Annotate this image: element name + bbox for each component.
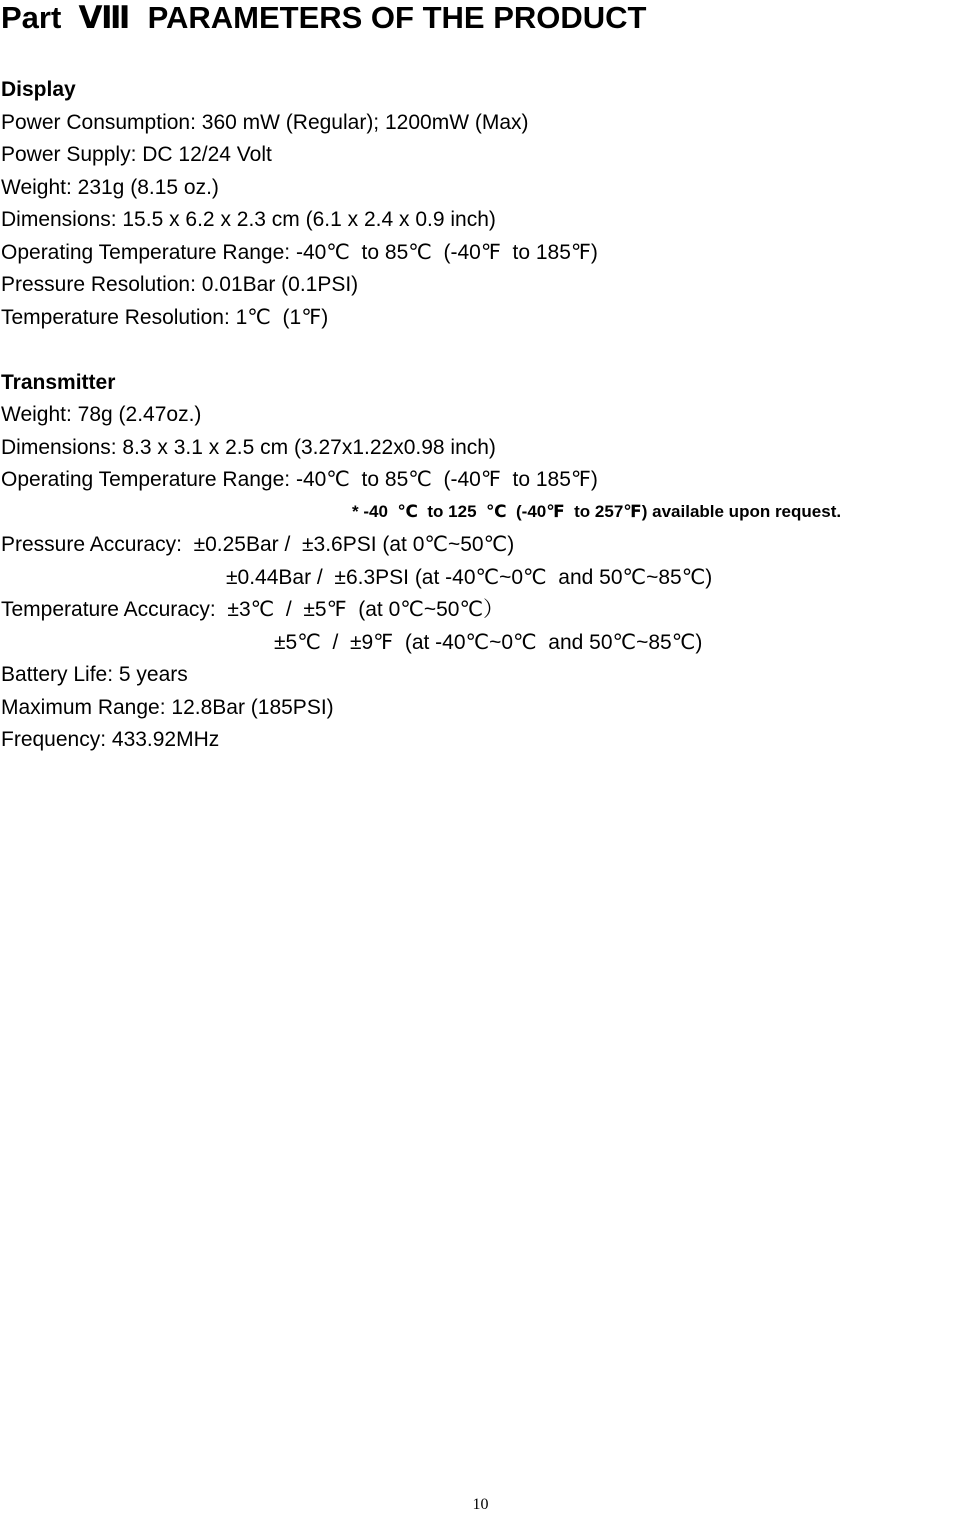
transmitter-operating-temperature: Operating Temperature Range: -40℃ to 85℃ (-40℉ to 185℉) xyxy=(1,468,598,491)
availability-note: * -40 ℃ to 125 ℃ (-40℉ to 257℉) available upon request. xyxy=(352,502,842,521)
page-title: Part Ⅷ PARAMETERS OF THE PRODUCT xyxy=(1,0,647,35)
page-number: 10 xyxy=(472,1496,489,1513)
display-power-consumption: Power Consumption: 360 mW (Regular); 1200mW (Max) xyxy=(1,111,529,134)
temperature-accuracy-line-1: Temperature Accuracy: ±3℃ / ±5℉ (at 0℃~50℃） xyxy=(1,598,505,621)
transmitter-frequency: Frequency: 433.92MHz xyxy=(1,728,220,751)
display-operating-temperature: Operating Temperature Range: -40℃ to 85℃ (-40℉ to 185℉) xyxy=(1,241,598,264)
display-weight: Weight: 231g (8.15 oz.) xyxy=(1,176,219,199)
display-power-supply: Power Supply: DC 12/24 Volt xyxy=(1,143,272,166)
transmitter-heading: Transmitter xyxy=(1,371,116,394)
display-temperature-resolution: Temperature Resolution: 1℃ (1℉) xyxy=(1,306,329,329)
display-heading: Display xyxy=(1,78,76,101)
display-pressure-resolution: Pressure Resolution: 0.01Bar (0.1PSI) xyxy=(1,273,359,296)
pressure-accuracy-line-2: ±0.44Bar / ±6.3PSI (at -40℃~0℃ and 50℃~85℃) xyxy=(226,566,713,589)
transmitter-dimensions: Dimensions: 8.3 x 3.1 x 2.5 cm (3.27x1.22x0.98 inch) xyxy=(1,436,496,459)
transmitter-weight: Weight: 78g (2.47oz.) xyxy=(1,403,202,426)
temperature-accuracy-line-2: ±5℃ / ±9℉ (at -40℃~0℃ and 50℃~85℃) xyxy=(274,631,703,654)
transmitter-battery-life: Battery Life: 5 years xyxy=(1,663,188,686)
transmitter-maximum-range: Maximum Range: 12.8Bar (185PSI) xyxy=(1,696,334,719)
display-dimensions: Dimensions: 15.5 x 6.2 x 2.3 cm (6.1 x 2.4 x 0.9 inch) xyxy=(1,208,496,231)
pressure-accuracy-line-1: Pressure Accuracy: ±0.25Bar / ±3.6PSI (at 0℃~50℃) xyxy=(1,533,515,556)
